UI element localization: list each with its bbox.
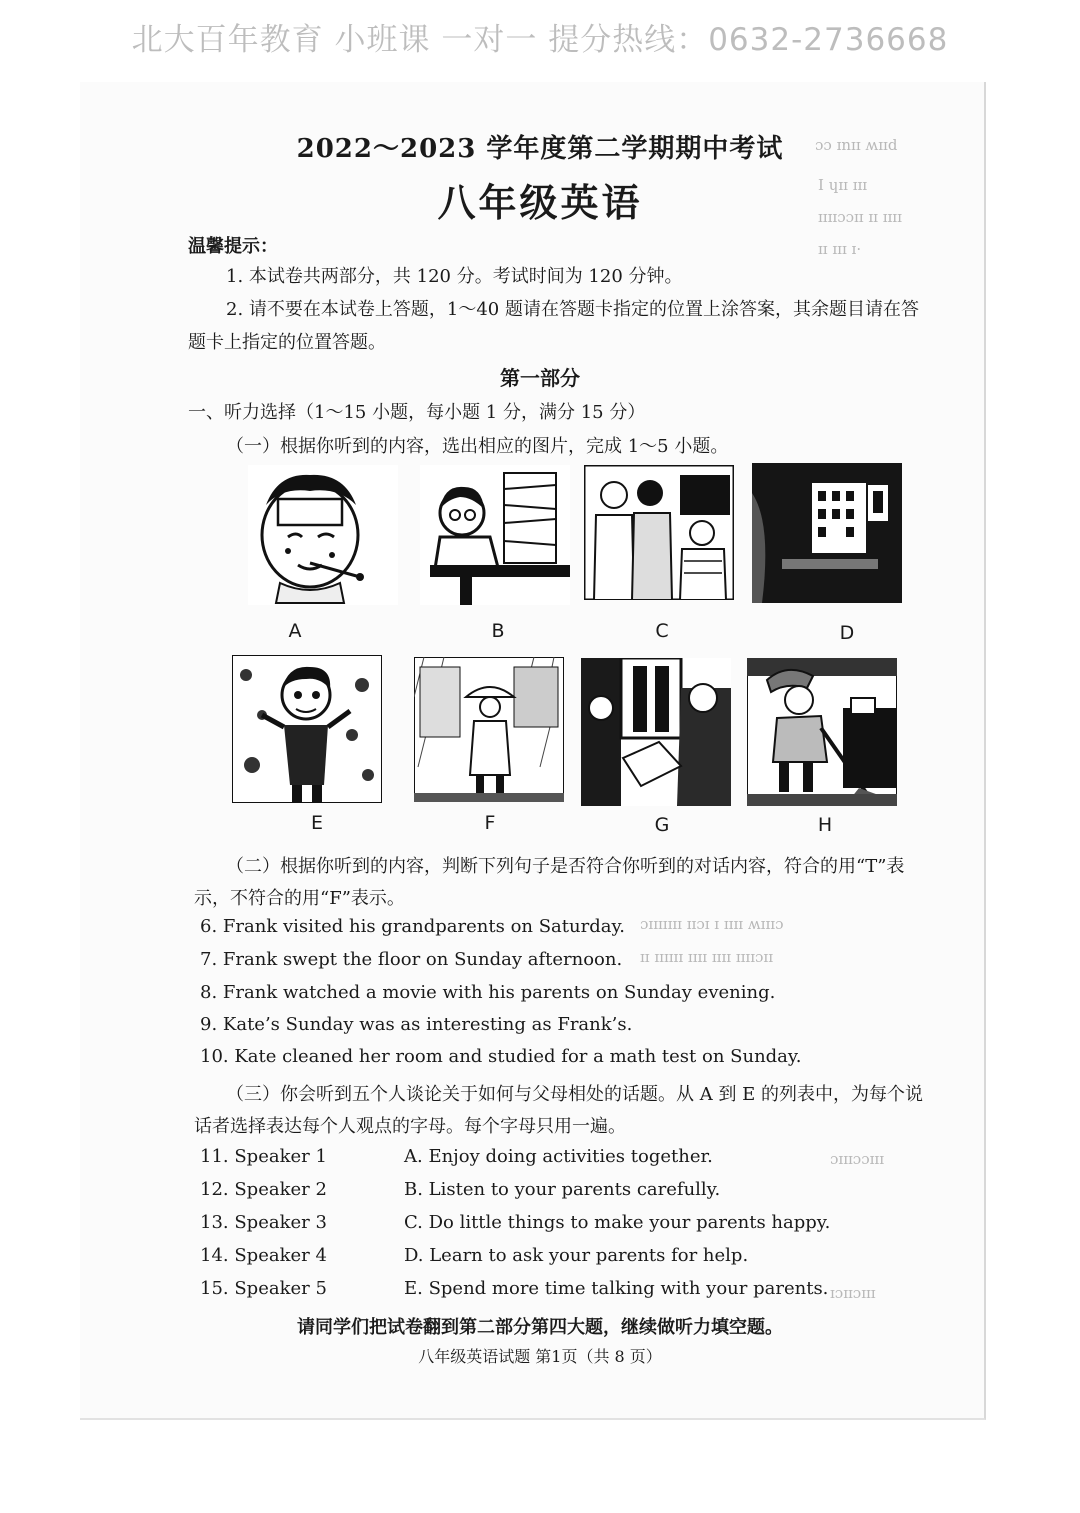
picture-d	[752, 463, 902, 603]
picture-a	[248, 465, 398, 605]
option-a: A. Enjoy doing activities together.	[404, 1146, 713, 1167]
bleed-through: ɔɪɪɪɪɪɪɪ ɪɪɔɪ ɪ ɪɪɪɪ ʍɪɪɪɔ	[640, 915, 784, 933]
statement-7: 7. Frank swept the floor on Sunday afternoon.	[200, 949, 623, 970]
picture-g	[581, 658, 731, 806]
speaker-12: 12. Speaker 2	[200, 1179, 327, 1200]
exam-subtitle: 八年级英语	[437, 180, 643, 225]
option-b: B. Listen to your parents carefully.	[404, 1179, 721, 1200]
bleed-through: ɪɔɪɪɔɪɪɪ	[830, 1284, 876, 1302]
picture-f	[414, 657, 564, 802]
notice-item-2: 2. 请不要在本试卷上答题，1～40 题请在答题卡指定的位置上涂答案，其余题目请在答	[226, 299, 919, 320]
picture-e	[232, 655, 382, 803]
statement-10: 10. Kate cleaned her room and studied for a math test on Sunday.	[200, 1046, 802, 1067]
page-footer: 八年级英语试题 第1页（共 8 页）	[418, 1347, 662, 1366]
statement-9: 9. Kate’s Sunday was as interesting as Frank’s.	[200, 1014, 633, 1035]
section-heading: 一、听力选择（1～15 小题，每小题 1 分，满分 15 分）	[188, 402, 646, 423]
speaker-11: 11. Speaker 1	[200, 1146, 327, 1167]
picture-label-e: E	[310, 812, 323, 834]
picture-label-d: D	[839, 622, 855, 644]
turn-page-instruction: 请同学们把试卷翻到第二部分第四大题，继续做听力填空题。	[297, 1317, 783, 1338]
picture-label-g: G	[654, 814, 670, 836]
picture-label-b: B	[491, 620, 505, 642]
picture-label-a: A	[288, 620, 302, 642]
option-e: E. Spend more time talking with your parents.	[404, 1278, 829, 1299]
notice-item-1: 1. 本试卷共两部分，共 120 分。考试时间为 120 分钟。	[226, 266, 683, 287]
option-c: C. Do little things to make your parents happy.	[404, 1212, 831, 1233]
speaker-15: 15. Speaker 5	[200, 1278, 327, 1299]
part-heading: 第一部分	[500, 366, 580, 390]
bleed-through: ɔɔ ɪnɪɪ ʍɪɪd	[815, 136, 898, 154]
subsection-3-cont: 话者选择表达每个人观点的字母。每个字母只用一遍。	[194, 1116, 626, 1137]
notice-heading: 温馨提示：	[188, 236, 278, 257]
picture-label-c: C	[655, 620, 669, 642]
notice-item-2-cont: 题卡上指定的位置答题。	[188, 332, 386, 353]
subsection-3: （三）你会听到五个人谈论关于如何与父母相处的话题。从 A 到 E 的列表中，为每个说	[226, 1084, 924, 1105]
bleed-through: ɔɪɪɪɔɔɪɪɪ	[830, 1150, 884, 1168]
bleed-through: ɪɪɪɪɔɔɪɪ ɪɪ ɪɪɪɪ	[818, 208, 902, 226]
speaker-14: 14. Speaker 4	[200, 1245, 327, 1266]
exam-title: 2022～2023 学年度第二学期期中考试	[296, 134, 784, 164]
picture-label-h: H	[817, 814, 833, 836]
statement-6: 6. Frank visited his grandparents on Saturday.	[200, 916, 625, 937]
picture-c	[584, 465, 734, 600]
option-d: D. Learn to ask your parents for help.	[404, 1245, 749, 1266]
bleed-through: I ɥɪɪ ɪɪɪ	[818, 176, 868, 194]
bleed-through: ɪɪ ɪɪɪɪɪɪ ɪɪɪɪ ɪɪɪɪ ɪɪɪɪɔɪɪ	[640, 948, 774, 966]
speaker-13: 13. Speaker 3	[200, 1212, 327, 1233]
subsection-2: （二）根据你听到的内容，判断下列句子是否符合你听到的对话内容，符合的用“T”表	[226, 856, 905, 877]
watermark: 北大百年教育 小班课 一对一 提分热线：0632-2736668	[131, 22, 949, 58]
subsection-2-cont: 示，不符合的用“F”表示。	[194, 888, 405, 909]
picture-h	[747, 658, 897, 806]
statement-8: 8. Frank watched a movie with his parents on Sunday evening.	[200, 982, 776, 1003]
picture-b	[420, 465, 570, 605]
picture-label-f: F	[484, 812, 496, 834]
bleed-through: ɪɪ ɪɪɪ ɪ·	[818, 240, 862, 258]
subsection-1: （一）根据你听到的内容，选出相应的图片，完成 1～5 小题。	[226, 436, 729, 457]
